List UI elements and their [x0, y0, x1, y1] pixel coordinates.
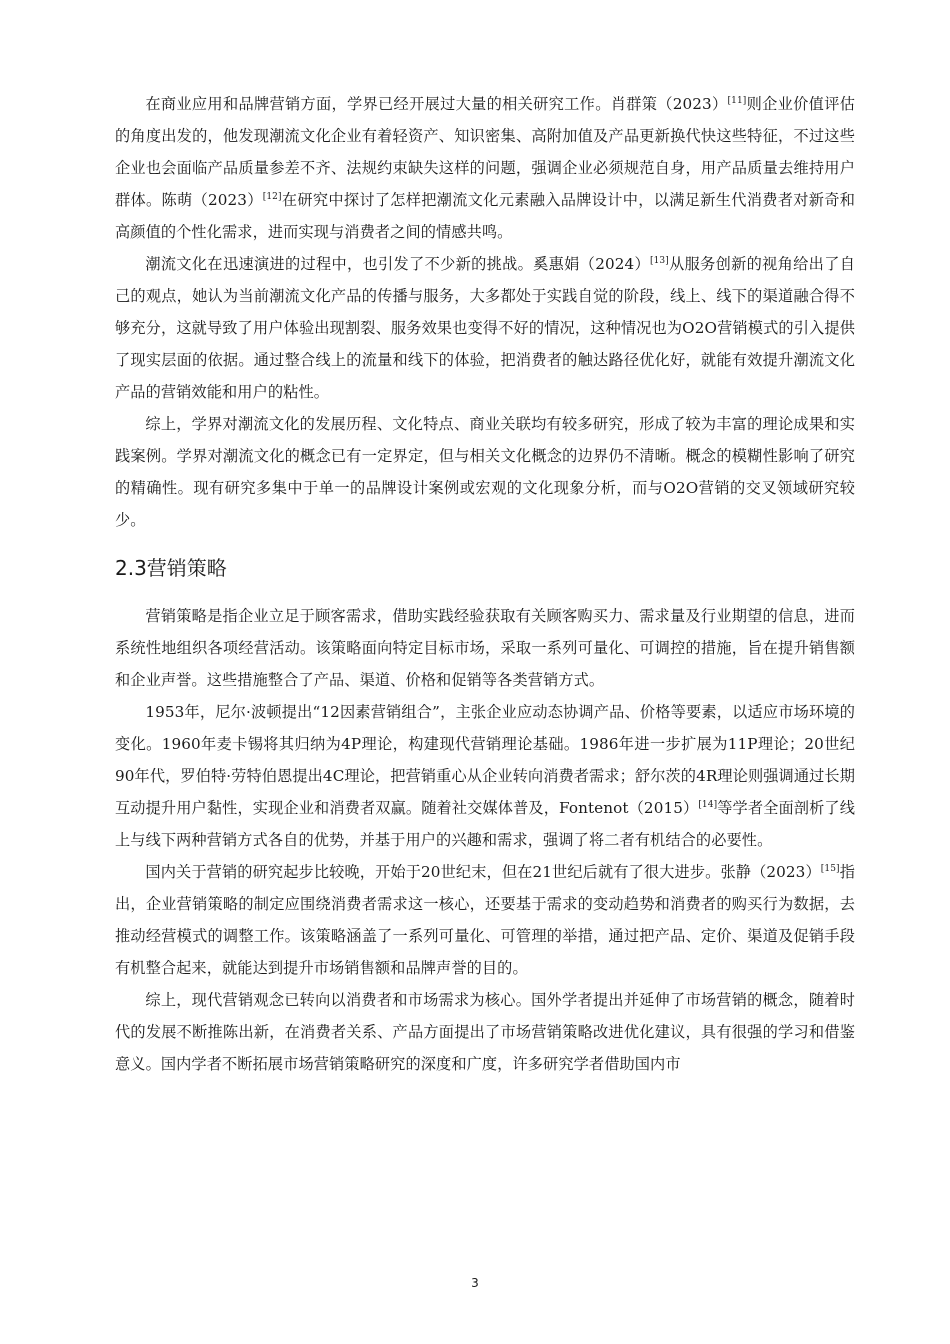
page-number: 3: [471, 1276, 479, 1290]
citation-13[interactable]: [13]: [649, 255, 669, 266]
paragraph-commercial-application: 在商业应用和品牌营销方面，学界已经开展过大量的相关研究工作。肖群策（2023）[11]则企业价值评估的角度出发的，他发现潮流文化企业有着轻资产、知识密集、高附加值及产品更新换代快这些特征，不过这些企业也会面临产品质量参差不齐、法规约束缺失这样的问题，强调企业必须规范自身，用产品质量去维持用户群体。陈萌（2023）[12]在研究中探讨了怎样把潮流文化元素融入品牌设计中，以满足新生代消费者对新奇和高颜值的个性化需求，进而实现与消费者之间的情感共鸣。: [115, 95, 855, 241]
paragraph-challenges: 潮流文化在迅速演进的过程中，也引发了不少新的挑战。奚惠娟（2024）[13]从服务创新的视角给出了自己的观点，她认为当前潮流文化产品的传播与服务，大多都处于实践自觉的阶段，线上、线下的渠道融合得不够充分，这就导致了用户体验出现割裂、服务效果也变得不好的情况，这种情况也为O2O营销模式的引入提供了现实层面的依据。通过整合线上的流量和线下的体验，把消费者的触达路径优化好，就能有效提升潮流文化产品的营销效能和用户的粘性。: [115, 255, 855, 401]
document-body: [115, 88, 855, 1080]
paragraph-summary-culture: 综上，学界对潮流文化的发展历程、文化特点、商业关联均有较多研究，形成了较为丰富的理论成果和实践案例。学界对潮流文化的概念已有一定界定，但与相关文化概念的边界仍不清晰。概念的模糊性影响了研究的精确性。现有研究多集中于单一的品牌设计案例或宏观的文化现象分析，而与O2O营销的交叉领域研究较少。: [115, 415, 855, 529]
section-paragraphs: [115, 600, 855, 1080]
citation-14[interactable]: [14]: [698, 799, 718, 810]
paragraph-domestic-research: 国内关于营销的研究起步比较晚，开始于20世纪末，但在21世纪后就有了很大进步。张静（2023）[15]指出，企业营销策略的制定应围绕消费者需求这一核心，还要基于需求的变动趋势和消费者的购买行为数据，去推动经营模式的调整工作。该策略涵盖了一系列可量化、可管理的举措，通过把产品、定价、渠道及促销手段有机整合起来，就能达到提升市场销售额和品牌声誉的目的。: [115, 863, 855, 977]
citation-15[interactable]: [15]: [820, 863, 840, 874]
intro-paragraphs: [115, 88, 855, 536]
paragraph-marketing-definition: 营销策略是指企业立足于顾客需求，借助实践经验获取有关顾客购买力、需求量及行业期望的信息，进而系统性地组织各项经营活动。该策略面向特定目标市场，采取一系列可量化、可调控的措施，旨在提升销售额和企业声誉。这些措施整合了产品、渠道、价格和促销等各类营销方式。: [115, 607, 855, 689]
paragraph-summary-marketing: 综上，现代营销观念已转向以消费者和市场需求为核心。国外学者提出并延伸了市场营销的概念，随着时代的发展不断推陈出新，在消费者关系、产品方面提出了市场营销策略改进优化建议，具有很强的学习和借鉴意义。国内学者不断拓展市场营销策略研究的深度和广度，许多研究学者借助国内市: [115, 991, 855, 1073]
paragraph-marketing-history: 1953年，尼尔·波顿提出“12因素营销组合”，主张企业应动态协调产品、价格等要素，以适应市场环境的变化。1960年麦卡锡将其归纳为4P理论，构建现代营销理论基础。1986年进一步扩展为11P理论；20世纪90年代，罗伯特·劳特伯恩提出4C理论，把营销重心从企业转向消费者需求；舒尔茨的4R理论则强调通过长期互动提升用户黏性，实现企业和消费者双赢。随着社交媒体普及，Fontenot（2015）[14]等学者全面剖析了线上与线下两种营销方式各自的优势，并基于用户的兴趣和需求，强调了将二者有机结合的必要性。: [115, 703, 855, 849]
section-heading: 2.3营销策略: [115, 556, 227, 580]
citation-12[interactable]: [12]: [262, 191, 282, 202]
citation-11[interactable]: [11]: [727, 95, 747, 106]
